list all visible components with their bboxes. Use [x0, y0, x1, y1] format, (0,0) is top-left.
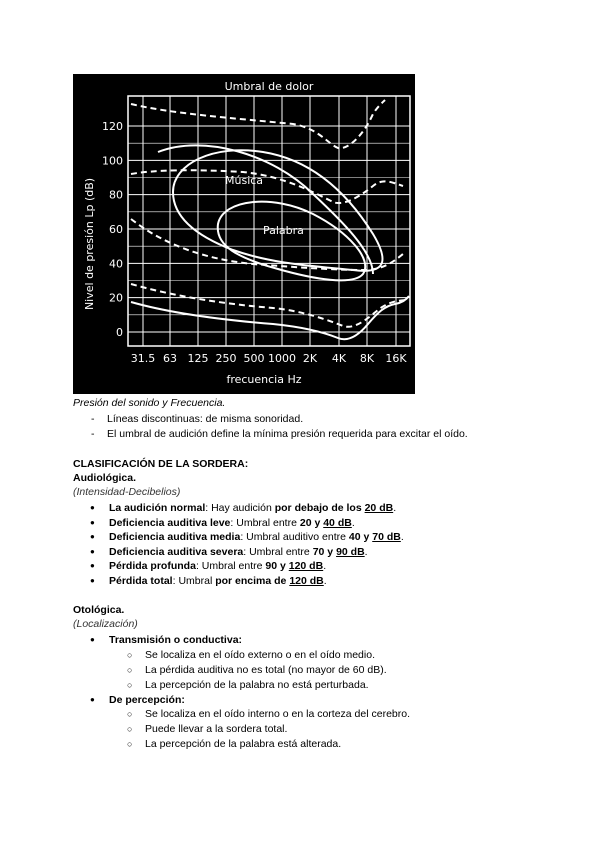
note-item: - Líneas discontinuas: de misma sonoridad.: [73, 412, 468, 427]
otologic-subitems: [109, 707, 410, 752]
hearing-level-item: ● Pérdida profunda: Umbral entre 90 y 120 dB.: [73, 559, 404, 574]
subitem: ○ La pérdida auditiva no es total (no mayor de 60 dB).: [73, 663, 410, 678]
hearing-chart-svg: [73, 74, 415, 394]
hearing-level-item: ● Pérdida total: Umbral por encima de 120 dB.: [73, 574, 404, 589]
x-tick-label: 125: [187, 352, 209, 365]
x-tick-label: 250: [215, 352, 237, 365]
section-note: (Intensidad-Decibelios): [73, 486, 181, 498]
section-title: CLASIFICACIÓN DE LA SORDERA:: [73, 458, 249, 470]
notes-list: [73, 412, 468, 442]
subitem: ○ La percepción de la palabra no está perturbada.: [73, 678, 410, 693]
x-tick-label: 4K: [331, 352, 347, 365]
section-note: (Localización): [73, 618, 138, 630]
otologic-groups-list: [73, 633, 410, 752]
speech-label: Palabra: [263, 224, 304, 237]
hearing-level-item: ● Deficiencia auditiva severa: Umbral entre 70 y 90 dB.: [73, 545, 404, 560]
x-tick-label: 31.5: [130, 352, 156, 365]
x-axis-label: frecuencia Hz: [226, 373, 302, 386]
pain-threshold-label: Umbral de dolor: [224, 80, 314, 93]
y-tick-label: 80: [109, 188, 123, 202]
x-tick-label: 500: [243, 352, 265, 365]
y-tick-label: 0: [116, 326, 123, 339]
hearing-level-item: ● Deficiencia auditiva media: Umbral auditivo entre 40 y 70 dB.: [73, 530, 404, 545]
otologic-group: ● Transmisión o conductiva: ○ Se localiza en el oído externo o en el oído medio. ○ La pérdida auditiva no es total (no mayor de 60 dB). ○ La percepción de la palabra no está perturbada.: [73, 633, 410, 693]
subitem: ○ Se localiza en el oído externo o en el oído medio.: [73, 648, 410, 663]
hearing-level-item: ● La audición normal: Hay audición por debajo de los 20 dB.: [73, 501, 404, 516]
music-label: Música: [225, 174, 264, 187]
x-tick-label: 8K: [359, 352, 375, 365]
audiologic-section: [73, 457, 404, 588]
section-subtitle: Audiológica.: [73, 472, 136, 484]
figure-caption: Presión del sonido y Frecuencia.: [73, 397, 226, 409]
note-item: - El umbral de audición define la mínima presión requerida para excitar el oído.: [73, 427, 468, 442]
y-tick-label: 60: [109, 223, 123, 236]
otologic-section: [73, 603, 410, 752]
x-tick-label: 16K: [385, 352, 407, 365]
y-tick-label: 20: [109, 291, 123, 305]
hearing-level-item: ● Deficiencia auditiva leve: Umbral entre 20 y 40 dB.: [73, 516, 404, 531]
x-tick-label: 2K: [302, 352, 318, 365]
hearing-levels-list: [73, 501, 404, 588]
y-axis-label: Nivel de presión Lp (dB): [83, 177, 96, 311]
y-tick-label: 40: [109, 257, 123, 271]
hearing-range-figure: [73, 74, 415, 394]
y-tick-label: 120: [102, 120, 123, 133]
section-title: Otológica.: [73, 604, 125, 616]
subitem: ○ Puede llevar a la sordera total.: [73, 722, 410, 737]
y-tick-label: 100: [102, 154, 123, 168]
x-tick-label: 1000: [268, 352, 296, 365]
subitem: ○ La percepción de la palabra está alterada.: [73, 737, 410, 752]
otologic-subitems: [109, 648, 410, 693]
x-tick-label: 63: [163, 352, 177, 365]
otologic-group: ● De percepción: ○ Se localiza en el oído interno o en la corteza del cerebro. ○ Puede llevar a la sordera total. ○ La percepción de la palabra está alterada.: [73, 693, 410, 753]
subitem: ○ Se localiza en el oído interno o en la corteza del cerebro.: [73, 707, 410, 722]
